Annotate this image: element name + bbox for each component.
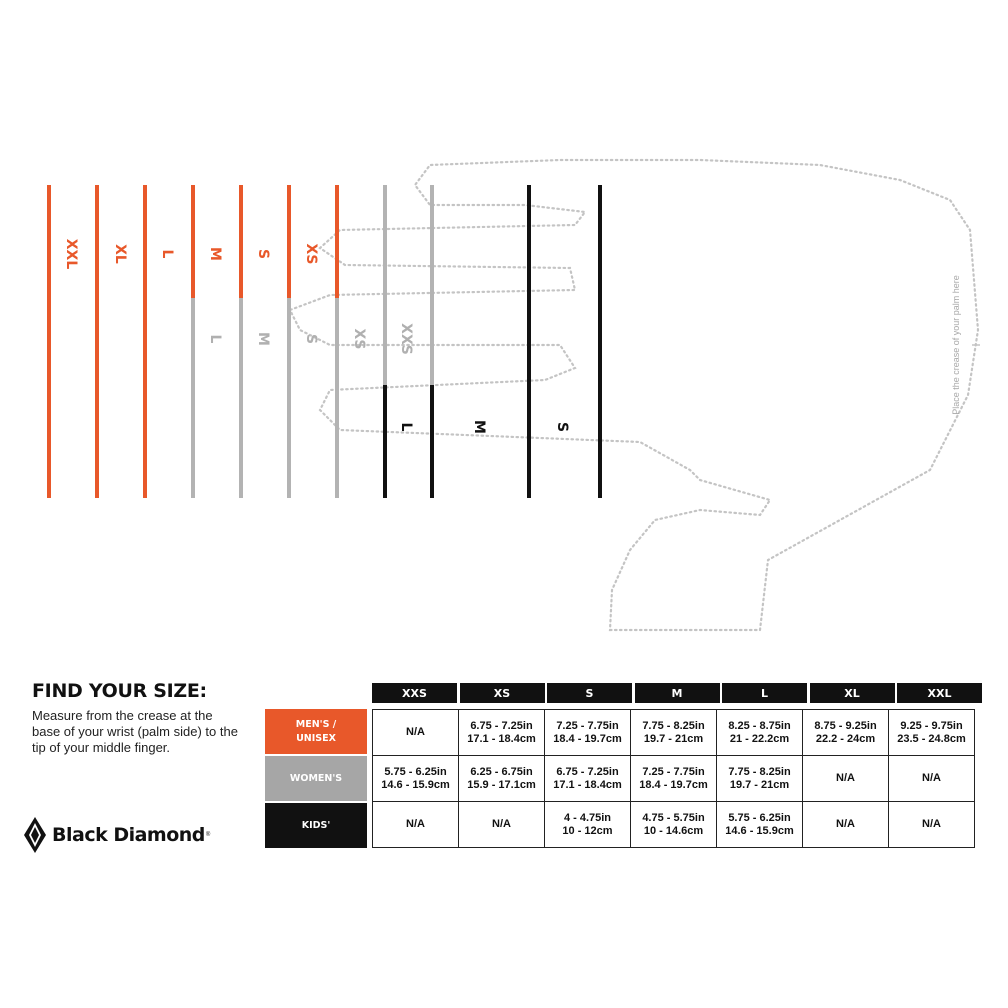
ruler-line-11-black — [598, 185, 602, 498]
size-cell-value: 5.75 - 6.25in — [384, 765, 447, 778]
ruler-line-10-black — [527, 185, 531, 498]
size-cell — [373, 756, 459, 802]
size-cell — [545, 756, 631, 802]
size-cell-value: N/A — [406, 726, 425, 738]
size-cell — [803, 756, 889, 802]
ruler-line-8-black — [383, 385, 387, 498]
size-cell — [889, 802, 975, 848]
size-cell — [631, 710, 717, 756]
ruler-label-gray-xxs: XXS — [398, 323, 414, 355]
size-cell-value: 22.2 - 24cm — [815, 732, 876, 745]
size-cell — [889, 710, 975, 756]
ruler-label-gray-s: S — [303, 333, 319, 345]
size-cell-value: 8.75 - 9.25in — [814, 719, 877, 732]
size-cell-value: 4.75 - 5.75in — [642, 811, 705, 824]
ruler-label-orange-l: L — [159, 249, 175, 259]
size-cell-value: N/A — [922, 772, 941, 784]
ruler-label-gray-m: M — [255, 332, 271, 346]
find-size-description: Measure from the crease at the base of your wrist (palm side) to the tip of your middle finger. — [32, 708, 238, 755]
size-header-s: S — [547, 683, 632, 703]
diamond-logo-icon — [24, 817, 46, 853]
palm-crease-note: Place the crease of your palm here — [951, 275, 961, 415]
size-cell-value: 6.25 - 6.75in — [470, 765, 533, 778]
ruler-line-3-orange — [143, 185, 147, 498]
size-cell — [459, 710, 545, 756]
category-label-line: KIDS' — [301, 819, 331, 831]
size-cell-value: 6.75 - 7.25in — [470, 719, 533, 732]
size-cell-value: N/A — [406, 818, 425, 830]
ruler-line-6-gray — [287, 298, 291, 498]
size-header-xs: XS — [460, 683, 545, 703]
size-header-xxl: XXL — [897, 683, 982, 703]
size-cell-value: 7.75 - 8.25in — [642, 719, 705, 732]
size-cell-value: 17.1 - 18.4cm — [553, 778, 622, 791]
size-cell-value: 9.25 - 9.75in — [900, 719, 963, 732]
size-cell-value: 17.1 - 18.4cm — [467, 732, 536, 745]
table-row — [373, 802, 975, 848]
size-cell-value: 10 - 12cm — [562, 824, 613, 837]
ruler-line-9-gray — [430, 185, 434, 385]
size-cell-value: 21 - 22.2cm — [729, 732, 790, 745]
ruler-line-2-orange — [95, 185, 99, 498]
ruler-label-orange-m: M — [207, 247, 223, 261]
brand-logo — [24, 815, 210, 855]
ruler-label-black-s: S — [554, 421, 570, 433]
category-labels — [265, 709, 367, 850]
size-cell — [889, 756, 975, 802]
ruler-label-orange-xs: XS — [303, 243, 319, 265]
size-header-xl: XL — [810, 683, 895, 703]
ruler-label-orange-s: S — [255, 248, 271, 260]
size-cell — [373, 802, 459, 848]
ruler-label-gray-l: L — [207, 334, 223, 344]
size-header-m: M — [635, 683, 720, 703]
size-cell — [545, 802, 631, 848]
size-cell-value: 7.75 - 8.25in — [728, 765, 791, 778]
ruler-label-orange-xxl: XXL — [63, 238, 79, 270]
size-cell — [459, 802, 545, 848]
ruler-line-5-gray — [239, 298, 243, 498]
ruler-line-7-orange — [335, 185, 339, 298]
size-cell-value: 23.5 - 24.8cm — [897, 732, 966, 745]
ruler-line-9-black — [430, 385, 434, 498]
size-cell — [373, 710, 459, 756]
table-row — [373, 756, 975, 802]
size-cell-value: 18.4 - 19.7cm — [639, 778, 708, 791]
size-header-xxs: XXS — [372, 683, 457, 703]
ruler-line-5-orange — [239, 185, 243, 298]
ruler-line-4-orange — [191, 185, 195, 298]
category-label-1 — [265, 756, 367, 801]
ruler-line-8-gray — [383, 185, 387, 385]
category-label-line: WOMEN'S — [289, 772, 343, 784]
ruler-line-1-orange — [47, 185, 51, 498]
size-table — [372, 709, 975, 848]
size-cell — [631, 802, 717, 848]
category-label-line: UNISEX — [296, 732, 336, 744]
size-cell-value: 5.75 - 6.25in — [728, 811, 791, 824]
size-cell-value: 8.25 - 8.75in — [728, 719, 791, 732]
size-cell-value: N/A — [922, 818, 941, 830]
size-cell-value: N/A — [836, 818, 855, 830]
size-cell-value: 7.25 - 7.75in — [556, 719, 619, 732]
size-cell-value: N/A — [836, 772, 855, 784]
size-cell — [717, 756, 803, 802]
size-cell-value: 18.4 - 19.7cm — [553, 732, 622, 745]
category-label-2 — [265, 803, 367, 848]
size-cell-value: 14.6 - 15.9cm — [381, 778, 450, 791]
category-label-line: MEN'S / — [295, 718, 337, 730]
ruler-label-orange-xl: XL — [112, 244, 128, 264]
size-cell-value: 14.6 - 15.9cm — [725, 824, 794, 837]
size-cell — [717, 710, 803, 756]
find-size-title: FIND YOUR SIZE: — [32, 680, 207, 702]
size-cell-value: 10 - 14.6cm — [643, 824, 704, 837]
size-cell-value: 6.75 - 7.25in — [556, 765, 619, 778]
registered-mark: ® — [205, 832, 211, 838]
size-cell — [631, 756, 717, 802]
size-cell — [545, 710, 631, 756]
size-cell-value: 4 - 4.75in — [563, 811, 612, 824]
ruler-label-black-l: L — [398, 422, 414, 432]
size-cell — [459, 756, 545, 802]
category-label-0 — [265, 709, 367, 754]
table-row — [373, 710, 975, 756]
brand-name: Black Diamond — [52, 824, 205, 846]
ruler-line-4-gray — [191, 298, 195, 498]
size-cell — [717, 802, 803, 848]
size-cell-value: 15.9 - 17.1cm — [467, 778, 536, 791]
size-cell-value: 19.7 - 21cm — [643, 732, 704, 745]
ruler-line-7-gray — [335, 298, 339, 498]
size-cell — [803, 802, 889, 848]
size-header-l: L — [722, 683, 807, 703]
ruler-line-6-orange — [287, 185, 291, 298]
size-cell-value: 7.25 - 7.75in — [642, 765, 705, 778]
ruler-label-gray-xs: XS — [351, 328, 367, 350]
size-header-row — [372, 683, 985, 703]
size-cell — [803, 710, 889, 756]
size-cell-value: 19.7 - 21cm — [729, 778, 790, 791]
size-cell-value: N/A — [492, 818, 511, 830]
ruler-label-black-m: M — [471, 420, 487, 434]
